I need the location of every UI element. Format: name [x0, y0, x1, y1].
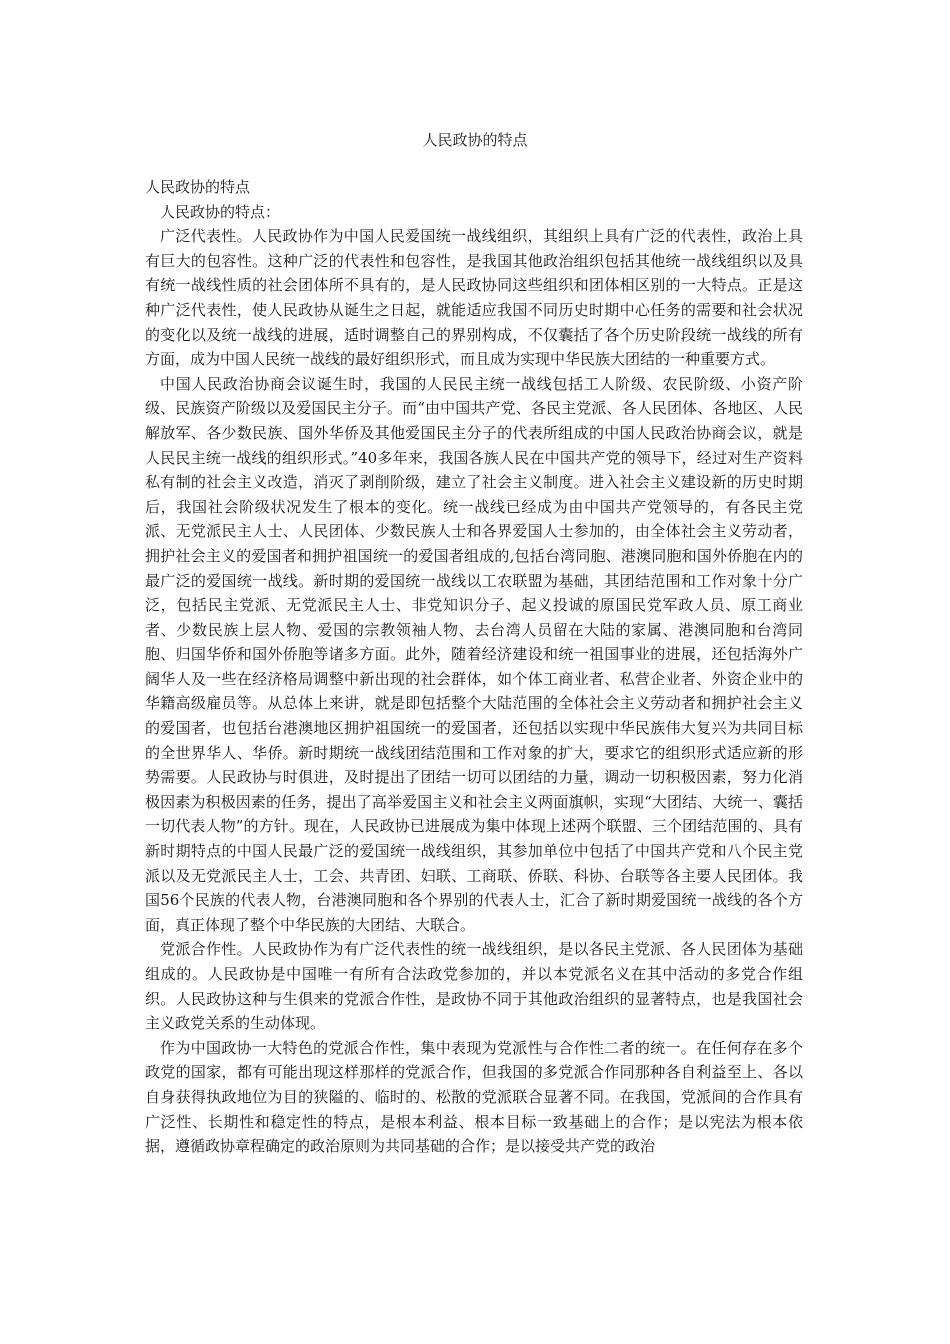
- paragraph-broad-representation: 广泛代表性。人民政协作为中国人民爱国统一战线组织，其组织上具有广泛的代表性，政治上具有巨大的包容性。这种广泛的代表性和包容性，是我国其他政治组织包括其他统一战线组织以及具有统一战线性质的社会团体所不具有的，是人民政协同这些组织和团体相区别的一大特点。正是这种广泛代表性，使人民政协从诞生之日起，就能适应我国不同历史时期中心任务的需要和社会状况的变化以及统一战线的进展，适时调整自己的界别构成，不仅囊括了各个历史阶段统一战线的所有方面，成为中国人民统一战线的最好组织形式，而且成为实现中华民族大团结的一种重要方式。: [145, 227, 803, 369]
- paragraph-party-cooperation: 党派合作性。人民政协作为有广泛代表性的统一战线组织，是以各民主党派、各人民团体为基础组成的。人民政协是中国唯一有所有合法政党参加的，并以本党派名义在其中活动的多党合作组织。人民政协这种与生俱来的党派合作性，是政协不同于其他政治组织的显著特点，也是我国社会主义政党关系的生动体现。: [145, 940, 803, 1033]
- section-heading: 人民政协的特点: [145, 178, 251, 196]
- section-subheading: 人民政协的特点：: [160, 202, 281, 221]
- paragraph-united-front-history: 中国人民政治协商会议诞生时，我国的人民民主统一战线包括工人阶级、农民阶级、小资产阶级、民族资产阶级以及爱国民主分子。而“由中国共产党、各民主党派、各人民团体、各地区、人民解放军、各少数民族、国外华侨及其他爱国民主分子的代表所组成的中国人民政治协商会议，就是人民民主统一战线的组织形式。”40多年来，我国各族人民在中国共产党的领导下，经过对生产资料私有制的社会主义改造，消灭了剥削阶级，建立了社会主义制度。进入社会主义建设新的历史时期后，我国社会阶级状况发生了根本的变化。统一战线已经成为由中国共产党领导的，有各民主党派、无党派民主人士、人民团体、少数民族人士和各界爱国人士参加的，由全体社会主义劳动者，拥护社会主义的爱国者和拥护祖国统一的爱国者组成的,包括台湾同胞、港澳同胞和国外侨胞在内的最广泛的爱国统一战线。新时期的爱国统一战线以工农联盟为基础，其团结范围和工作对象十分广泛，包括民主党派、无党派民主人士、非党知识分子、起义投诚的原国民党军政人员、原工商业者、少数民族上层人物、爱国的宗教领袖人物、去台湾人员留在大陆的家属、港澳同胞和台湾同胞、归国华侨和国外侨胞等诸多方面。此外，随着经济建设和统一祖国事业的进展，还包括海外广阔华人及一些在经济格局调整中新出现的社会群体，如个体工商业者、私营企业者、外资企业中的华籍高级雇员等。从总体上来讲，就是即包括整个大陆范围的全体社会主义劳动者和拥护社会主义的爱国者，也包括台港澳地区拥护祖国统一的爱国者，还包括以实现中华民族伟大复兴为共同目标的全世界华人、华侨。新时期统一战线团结范围和工作对象的扩大，要求它的组织形式适应新的形势需要。人民政协与时俱进，及时提出了团结一切可以团结的力量，调动一切积极因素，努力化消极因素为积极因素的任务，提出了高举爱国主义和社会主义两面旗帜，实现“大团结、大统一、囊括一切代表人物”的方针。现在，人民政协已进展成为集中体现上述两个联盟、三个团结范围的、具有新时期特点的中国人民最广泛的爱国统一战线组织，其参加单位中包括了中国共产党和八个民主党派以及无党派民主人士，工会、共青团、妇联、工商联、侨联、科协、台联等各主要人民团体。我国56个民族的代表人物，台港澳同胞和各个界别的代表人士，汇合了新时期爱国统一战线的各个方面，真正体现了整个中华民族的大团结、大联合。: [145, 374, 803, 934]
- document-body: [145, 175, 803, 1159]
- paragraph-multi-party-cooperation: 作为中国政协一大特色的党派合作性，集中表现为党派性与合作性二者的统一。在任何存在多个政党的国家，都有可能出现这样那样的党派合作，但我国的多党派合作同那种各自利益至上、各以自身获得执政地位为目的狭隘的、临时的、松散的党派联合显著不同。在我国，党派间的合作具有广泛性、长期性和稳定性的特点，是根本利益、根本目标一致基础上的合作；是以宪法为根本依据，遵循政协章程确定的政治原则为共同基础的合作；是以接受共产党的政治: [145, 1038, 803, 1156]
- document-title: 人民政协的特点: [422, 131, 528, 149]
